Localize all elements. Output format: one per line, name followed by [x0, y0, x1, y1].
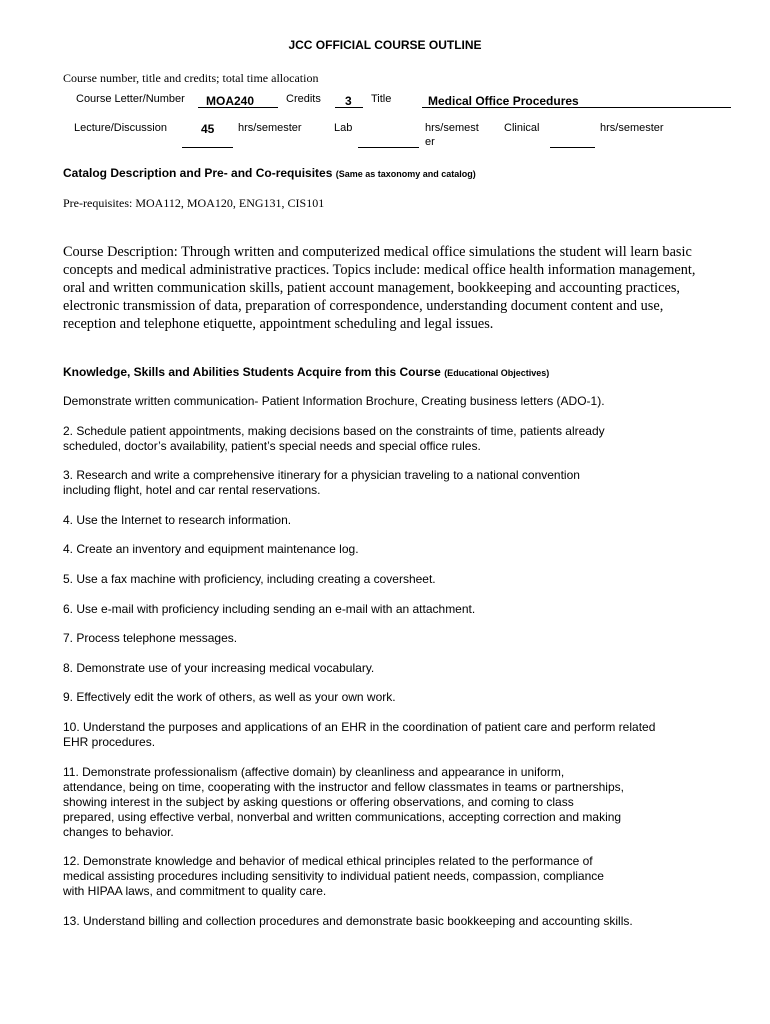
description-text: Through written and computerized medical office simulations the student will learn basic concepts and medical administrative practices. Topics include: medical office health information management, oral and written communication skills, patient account management, bookkeeping and accounting practices, electronic transmission of data, preparation of correspondence, understanding document content and use, reception and telephone etiquette, appointment scheduling and legal issues. — [63, 244, 696, 332]
clinical-hrs-semester: hrs/semester — [600, 122, 664, 134]
list-item: 11. Demonstrate professionalism (affective domain) by cleanliness and appearance in uniform, attendance, being on time, cooperating with the instructor and fellow classmates in teams or partnerships, showing interest in the subject by asking questions or offering observations, and coming to class prepared, using effective verbal, nonverbal and written communications, accepting correction and making changes to behavior. — [63, 764, 624, 839]
credits-value: 3 — [345, 94, 352, 108]
list-item: 6. Use e-mail with proficiency including sending an e-mail with an attachment. — [63, 601, 476, 616]
page-title: JCC OFFICIAL COURSE OUTLINE — [288, 38, 482, 52]
list-item: 4. Create an inventory and equipment maintenance log. — [63, 542, 359, 557]
lab-hrs-line1: hrs/semest — [425, 122, 479, 134]
lab-label: Lab — [334, 122, 353, 134]
course-description — [63, 243, 703, 333]
list-item: 12. Demonstrate knowledge and behavior of medical ethical principles related to the performance of medical assisting procedures including sensitivity to individual patient needs, compassion, compliance with HIPAA laws, and commitment to quality care. — [63, 854, 604, 899]
lab-hrs-line2: er — [425, 136, 435, 148]
objectives-heading — [63, 365, 549, 379]
clinical-underline — [550, 147, 595, 148]
list-item: 7. Process telephone messages. — [63, 631, 238, 646]
list-item: 9. Effectively edit the work of others, as well as your own work. — [63, 690, 396, 705]
course-letter-underline — [198, 107, 278, 108]
catalog-heading-note: (Same as taxonomy and catalog) — [335, 169, 476, 179]
lecture-hours-value: 45 — [201, 122, 215, 136]
course-letter-value: MOA240 — [206, 94, 255, 108]
course-title-value: Medical Office Procedures — [428, 94, 579, 108]
catalog-heading — [63, 166, 476, 180]
lab-underline — [358, 147, 419, 148]
description-label: Course Description: — [63, 244, 178, 260]
list-item: Demonstrate written communication- Patient Information Brochure, Creating business letters (ADO-1). — [63, 394, 605, 408]
course-letter-label: Course Letter/Number — [76, 93, 185, 105]
objectives-heading-text: Knowledge, Skills and Abilities Students Acquire from this Course — [63, 365, 441, 379]
list-item: 2. Schedule patient appointments, making decisions based on the constraints of time, patients already scheduled, doctor’s availability, patient’s special needs and special office rules. — [63, 423, 605, 453]
list-item: 10. Understand the purposes and applications of an EHR in the coordination of patient care and perform related EHR procedures. — [63, 719, 656, 749]
objectives-list — [63, 394, 743, 943]
list-item: 8. Demonstrate use of your increasing medical vocabulary. — [63, 660, 375, 675]
credits-underline — [335, 107, 363, 108]
list-item: 13. Understand billing and collection procedures and demonstrate basic bookkeeping and accounting skills. — [63, 913, 633, 928]
catalog-heading-text: Catalog Description and Pre- and Co-requisites — [63, 166, 333, 180]
title-label: Title — [371, 93, 392, 105]
clinical-label: Clinical — [504, 122, 540, 134]
lecture-label: Lecture/Discussion — [74, 122, 167, 134]
list-item: 5. Use a fax machine with proficiency, including creating a coversheet. — [63, 571, 436, 586]
credits-label: Credits — [286, 93, 321, 105]
lecture-hrs-semester: hrs/semester — [238, 122, 302, 134]
prerequisites: Pre-requisites: MOA112, MOA120, ENG131, CIS101 — [63, 196, 325, 210]
lecture-underline — [182, 147, 233, 148]
objectives-heading-note: (Educational Objectives) — [444, 368, 550, 378]
list-item: 4. Use the Internet to research information. — [63, 512, 292, 527]
title-underline — [422, 107, 731, 108]
section-subtitle: Course number, title and credits; total time allocation — [63, 71, 319, 85]
list-item: 3. Research and write a comprehensive itinerary for a physician traveling to a national convention including flight, hotel and car rental reservations. — [63, 468, 580, 498]
